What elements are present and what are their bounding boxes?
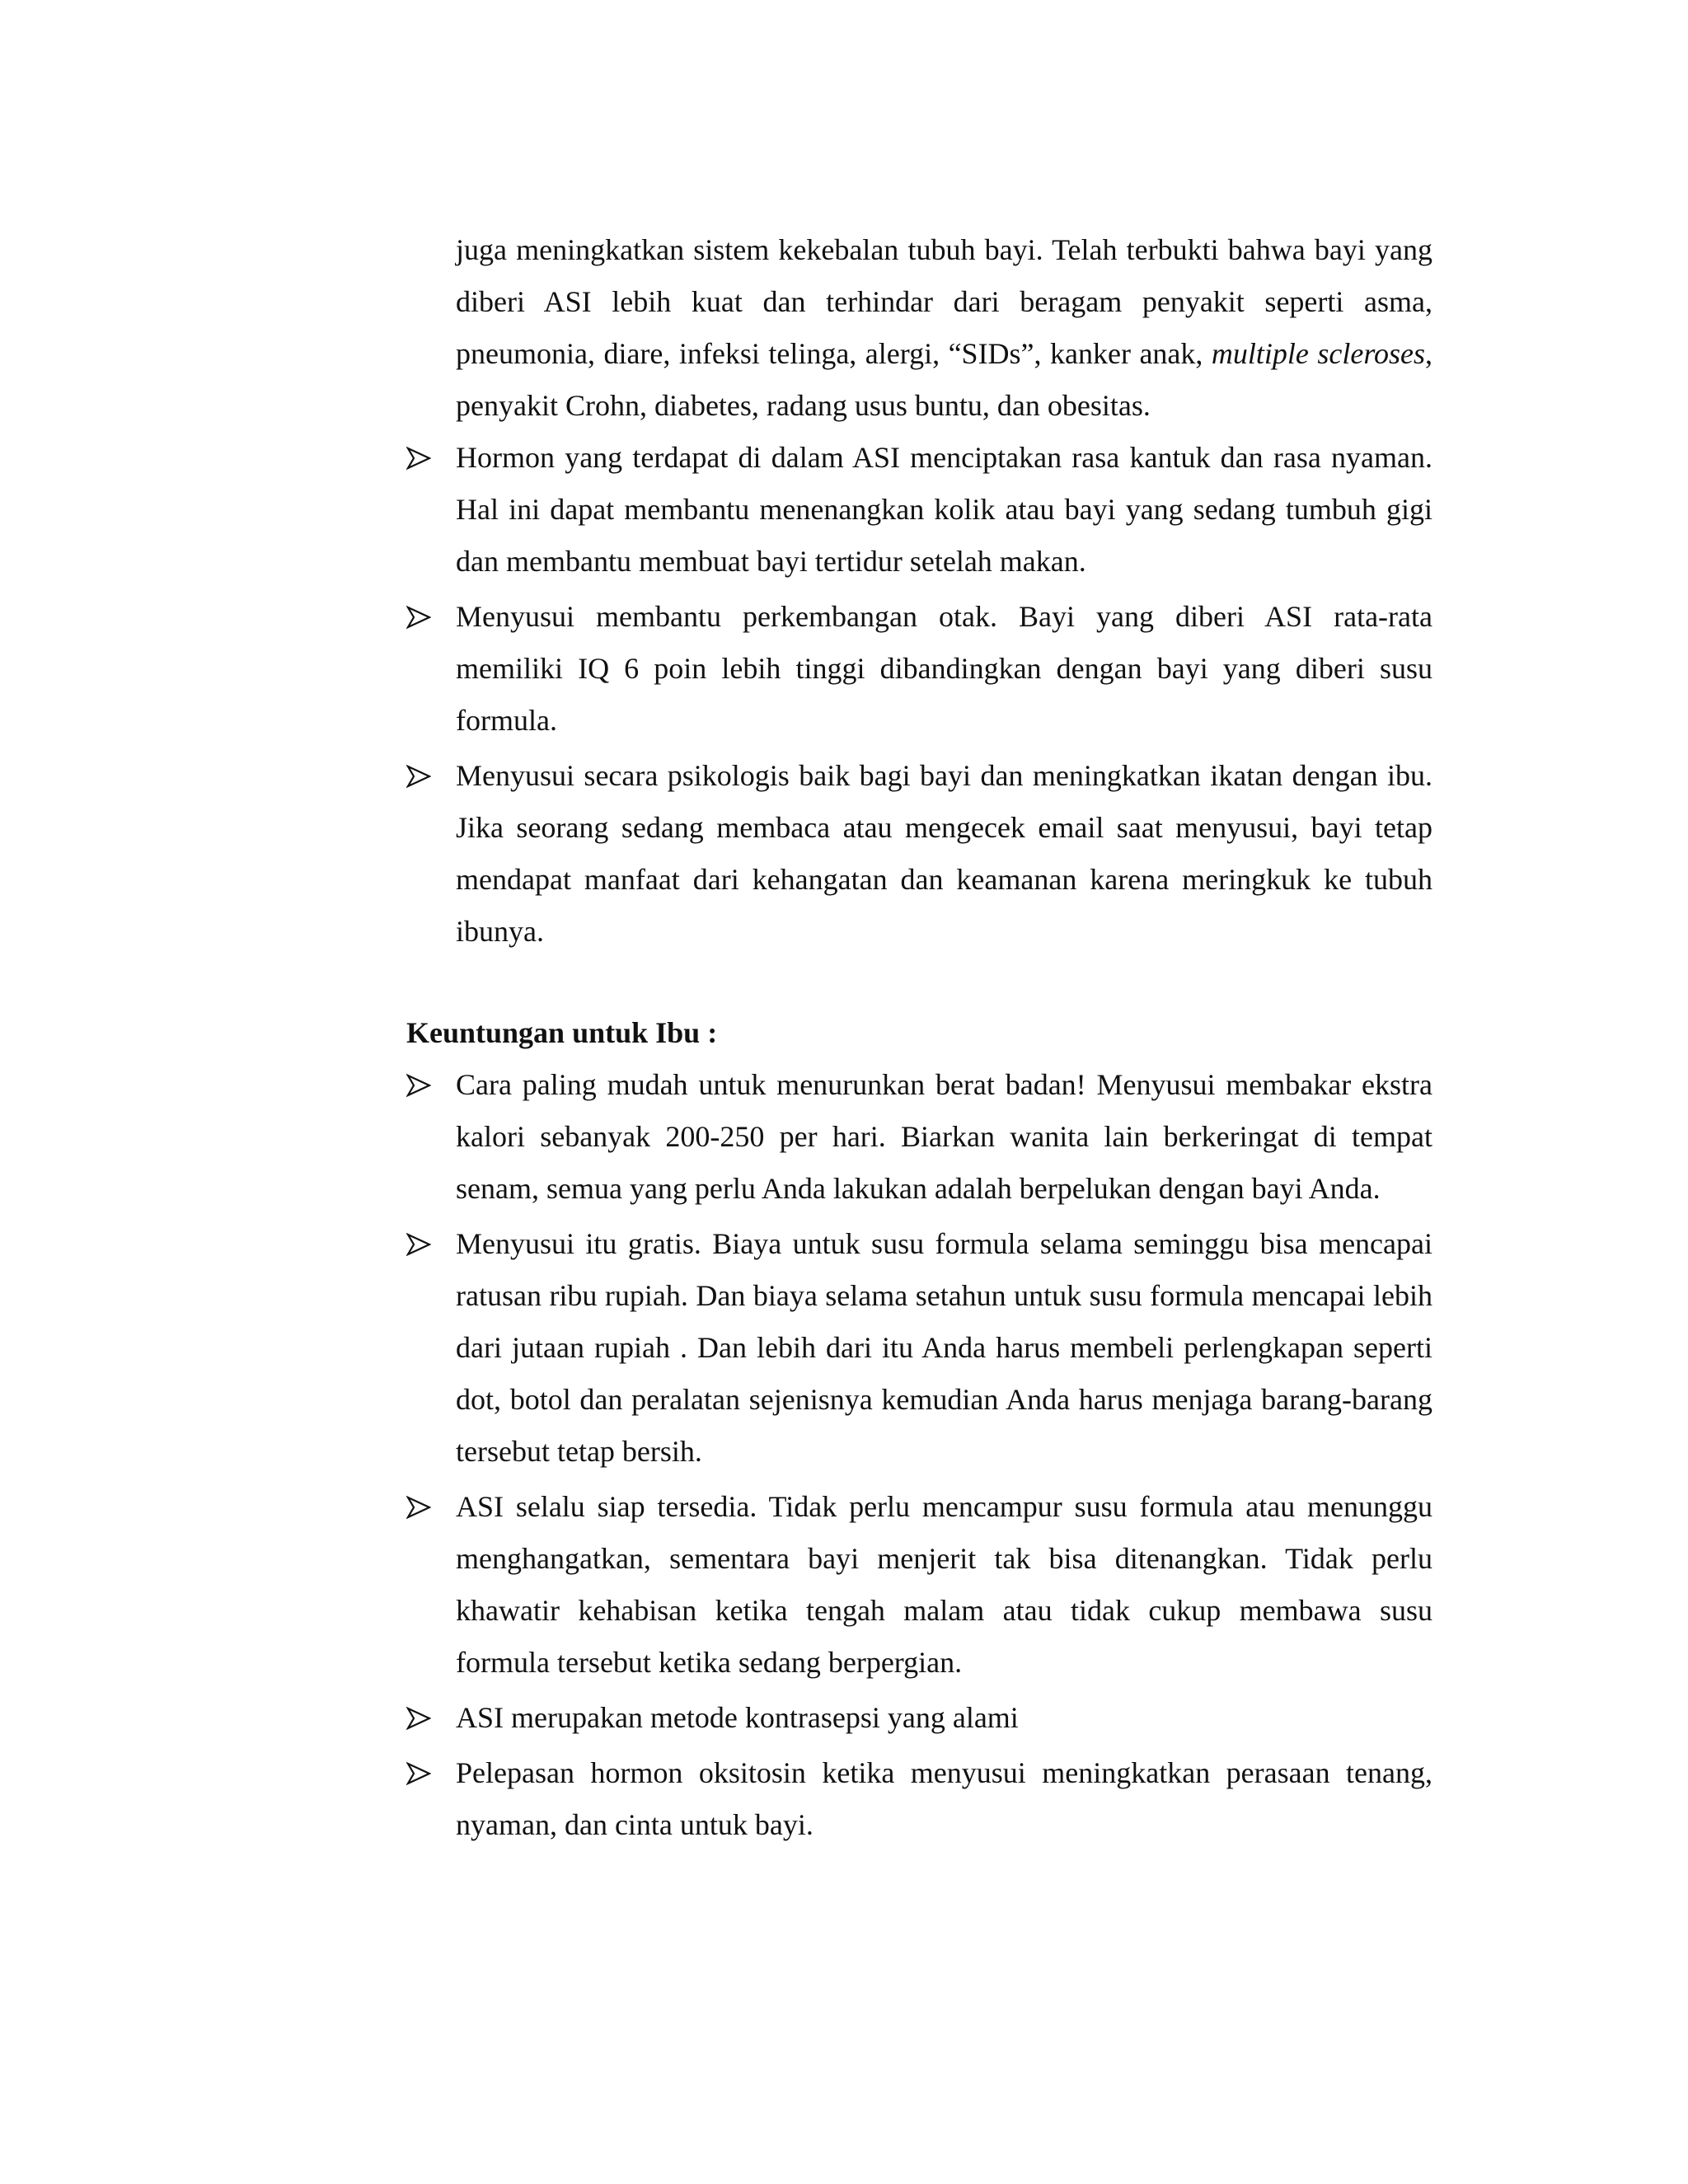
arrowhead-bullet-icon — [406, 1073, 431, 1098]
list-item-text: ASI selalu siap tersedia. Tidak perlu mencampur susu formula atau menunggu menghangatkan, sementara bayi menjerit tak bisa ditenangkan. Tidak perlu khawatir kehabisan ketika tengah malam atau tidak cukup membawa susu formula tersebut ketika sedang berpergian. — [456, 1490, 1432, 1679]
list-item-text: Menyusui itu gratis. Biaya untuk susu formula selama seminggu bisa mencapai ratusan ribu rupiah. Dan biaya selama setahun untuk susu formula mencapai lebih dari jutaan rupiah . Dan lebih dari itu Anda harus membeli perlengkapan seperti dot, botol dan peralatan sejenisnya kemudian Anda harus menjaga barang-barang tersebut tetap bersih. — [456, 1227, 1432, 1468]
arrowhead-bullet-icon — [406, 1761, 431, 1786]
arrowhead-bullet-icon — [406, 1232, 431, 1257]
list-item — [406, 1692, 1432, 1744]
list-item — [406, 432, 1432, 588]
list-item — [406, 1218, 1432, 1478]
list-item-text: Hormon yang terdapat di dalam ASI menciptakan rasa kantuk dan rasa nyaman. Hal ini dapat membantu menenangkan kolik atau bayi yang sedang tumbuh gigi dan membantu membuat bayi tertidur setelah makan. — [456, 441, 1432, 578]
continuation-text-part1: juga meningkatkan sistem kekebalan tubuh bayi. Telah terbukti bahwa bayi yang diberi ASI lebih kuat dan terhindar dari beragam penyakit seperti asma, pneumonia, diare, infeksi telinga, alergi, “SIDs”, kanker anak, — [456, 233, 1432, 370]
arrowhead-bullet-icon — [406, 1495, 431, 1520]
list-item-text: Menyusui membantu perkembangan otak. Bayi yang diberi ASI rata-rata memiliki IQ 6 poin lebih tinggi dibandingkan dengan bayi yang diberi susu formula. — [456, 600, 1432, 737]
list-item-text: ASI merupakan metode kontrasepsi yang alami — [456, 1701, 1019, 1734]
continuation-paragraph — [456, 224, 1432, 432]
continuation-text-part2: , penyakit Crohn, diabetes, radang usus buntu, dan obesitas. — [456, 337, 1432, 422]
list-item — [406, 1059, 1432, 1215]
mother-benefits-list — [406, 1059, 1432, 1854]
list-item-text: Cara paling mudah untuk menurunkan berat badan! Menyusui membakar ekstra kalori sebanyak 200-250 per hari. Biarkan wanita lain berkeringat di tempat senam, semua yang perlu Anda lakukan adalah berpelukan dengan bayi Anda. — [456, 1068, 1432, 1205]
list-item — [406, 1747, 1432, 1851]
list-item — [406, 591, 1432, 747]
list-item-text: Pelepasan hormon oksitosin ketika menyusui meningkatkan perasaan tenang, nyaman, dan cinta untuk bayi. — [456, 1756, 1432, 1841]
list-item — [406, 1481, 1432, 1689]
arrowhead-bullet-icon — [406, 1706, 431, 1731]
continuation-italic-term: multiple scleroses — [1211, 337, 1425, 370]
list-item-text: Menyusui secara psikologis baik bagi bayi dan meningkatkan ikatan dengan ibu. Jika seorang sedang membaca atau mengecek email saat menyusui, bayi tetap mendapat manfaat dari kehangatan dan keamanan karena meringkuk ke tubuh ibunya. — [456, 759, 1432, 948]
arrowhead-bullet-icon — [406, 605, 431, 630]
arrowhead-bullet-icon — [406, 764, 431, 789]
list-item — [406, 750, 1432, 958]
baby-benefits-list — [406, 432, 1432, 961]
arrowhead-bullet-icon — [406, 446, 431, 471]
section-heading: Keuntungan untuk Ibu : — [406, 1016, 718, 1049]
